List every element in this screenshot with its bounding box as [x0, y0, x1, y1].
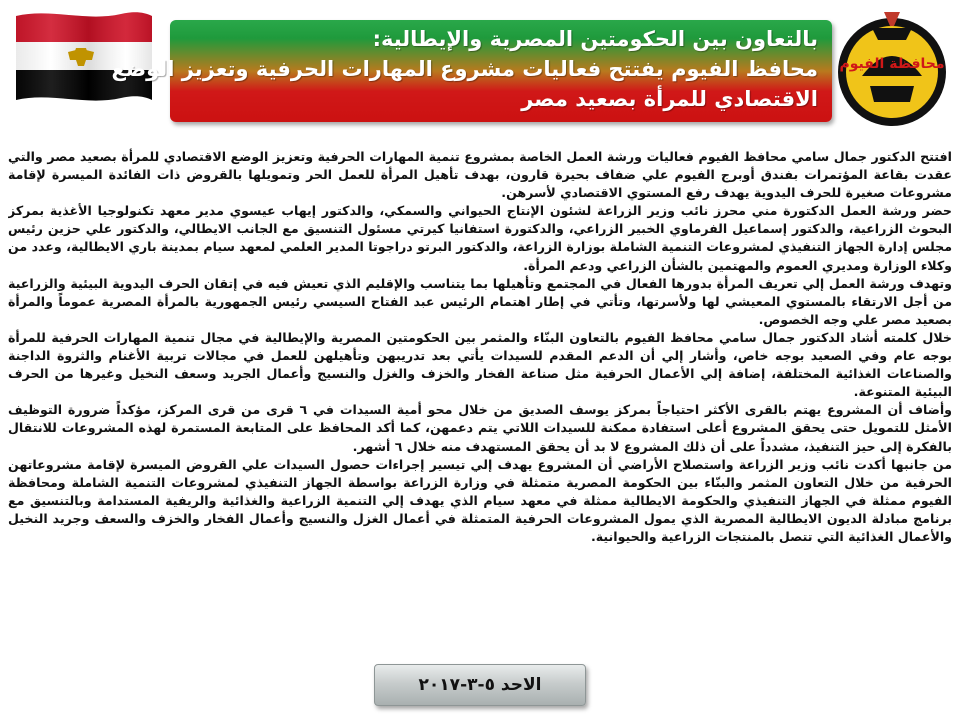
article-paragraph: افتتح الدكتور جمال سامي محافظ الفيوم فعاليات ورشة العمل الخاصة بمشروع تنمية المهارات الحرفية وتعزيز الوضع الاقتصادي للمرأة بصعيد مصر والتي عقدت بقاعة المؤتمرات بفندق أوبرج الفيوم علي ضفاف بحيرة قارون، بهدف تأهيل المرأة للعمل الحر وتمويلها بالقروض ذات الفائدة الميسرة لإقامة مشروعات صغيرة للحرف اليدوية يهدف رفع المستوي الاقتصادي لأسرهن.: [8, 149, 952, 201]
headline-line-3: الاقتصادي للمرأة بصعيد مصر: [521, 87, 818, 111]
headline-line-1: بالتعاون بين الحكومتين المصرية والإيطالية:: [372, 27, 818, 51]
date-label: الاحد ٥-٣-٢٠١٧: [418, 675, 542, 695]
article-paragraph: حضر ورشة العمل الدكتورة مني محرز نائب وزير الزراعة لشئون الإنتاج الحيواني والسمكي، والدكتور إيهاب عيسوي مدير معهد تكنولوجيا الأغذية بمركز البحوث الزراعية، والدكتور إسماعيل الفرماوي الخبير الزراعي، والدكتورة استفانيا كيرتي مسئول التنسيق مع الجانب الايطالي، والدكتور علي حزين رئيس مجلس إدارة الجهاز التنفيذي لمشروعات التنمية الشاملة بوزارة الزراعة، والدكتور البرتو دراجوتا المدير العلمي لمعهد سيام بمدينة باري الايطالية، وعدد من وكلاء الوزارة ومديري العموم والمهتمين بالشأن الزراعي ودعم المرأة.: [8, 203, 952, 273]
article-body: [8, 148, 952, 648]
governorate-logo-icon: [832, 6, 952, 128]
svg-text:محافظة الفيوم: محافظة الفيوم: [839, 56, 945, 72]
article-paragraph: خلال كلمته أشاد الدكتور جمال سامي محافظ الفيوم بالتعاون البنّاء والمثمر بين الحكومتين المصرية والإيطالية في مجال تنمية المهارات الحرفية للمرأة بوجه عام وفي الصعيد بوجه خاص، وأشار إلي أن الدعم المقدم للسيدات يأتي بعد تدريبهن وتأهيلهن للعمل في مجالات تربية الأغنام والثروة الداجنة والصناعات الغذائية المختلفة، إضافة إلي الأعمال الحرفية مثل صناعة الفخار والخزف والغزل والنسيج وأعمال الجريد وسعف النخيل وغيرها من الحرف البيئية المتنوعة.: [8, 329, 952, 400]
headline-line-2: محافظ الفيوم يفتتح فعاليات مشروع المهارات الحرفية وتعزيز الوضع: [111, 57, 818, 81]
article-paragraph: من جانبها أكدت نائب وزير الزراعة واستصلاح الأراضي أن المشروع يهدف إلي تيسير إجراءات حصول السيدات علي القروض الميسرة لإقامة مشروعاتهن الحرفية من خلال التعاون المثمر والبنّاء بين الحكومة المصرية متمثلة في وزارة الزراعة بواسطة الجهاز التنفيذي لمشروعات التنمية الشاملة ومحافظة الفيوم ممثلة في الجهاز التنفيذي والحكومة الايطالية ممثلة في معهد سيام الذي يهدف إلي التنمية الزراعية والغذائية والريفية المستدامة وبالتنسيق مع برنامج مبادلة الديون الايطالية المصرية الذي يمول المشروعات الحرفية المتمثلة في أعمال الغزل والنسيج وأعمال الفخار والخزف والسعف وجريد النخيل والأعمال الغذائية التي تتصل بالمنتجات الزراعية والحيوانية.: [8, 456, 952, 544]
article-paragraph: وأضاف أن المشروع يهتم بالقرى الأكثر احتياجاً بمركز يوسف الصديق من خلال محو أمية السيدات في ٦ قرى من قرى المركز، مؤكداً ضرورة التوظيف الأمثل للتمويل حتى يحقق المشروع أعلى استفادة ممكنة للسيدات اللاتي يتم دعمهن، كما أكد المحافظ على المتابعة المستمرة لهذه المشروعات للانتقال بالفكرة إلى حيز التنفيذ، مشدداً على أن ذلك المشروع لا بد أن يحقق المستهدف منه خلال ٦ أشهر.: [8, 402, 952, 454]
article-paragraph: وتهدف ورشة العمل إلي تعريف المرأة بدورها الفعال في المجتمع وتأهيلها بما يتناسب والإقليم الذي تعيش فيه في إتقان الحرف اليدوية البيئية والزراعية من أجل الارتقاء بالمستوي المعيشي لها ولأسرتها، وتأتي في إطار اهتمام الرئيس عبد الفتاح السيسي رئيس الجمهورية بالمرأة المصرية عموماً والمرأة بصعيد مصر علي وجه الخصوص.: [8, 275, 952, 327]
headline-banner: [111, 20, 832, 122]
date-badge: [374, 664, 586, 706]
